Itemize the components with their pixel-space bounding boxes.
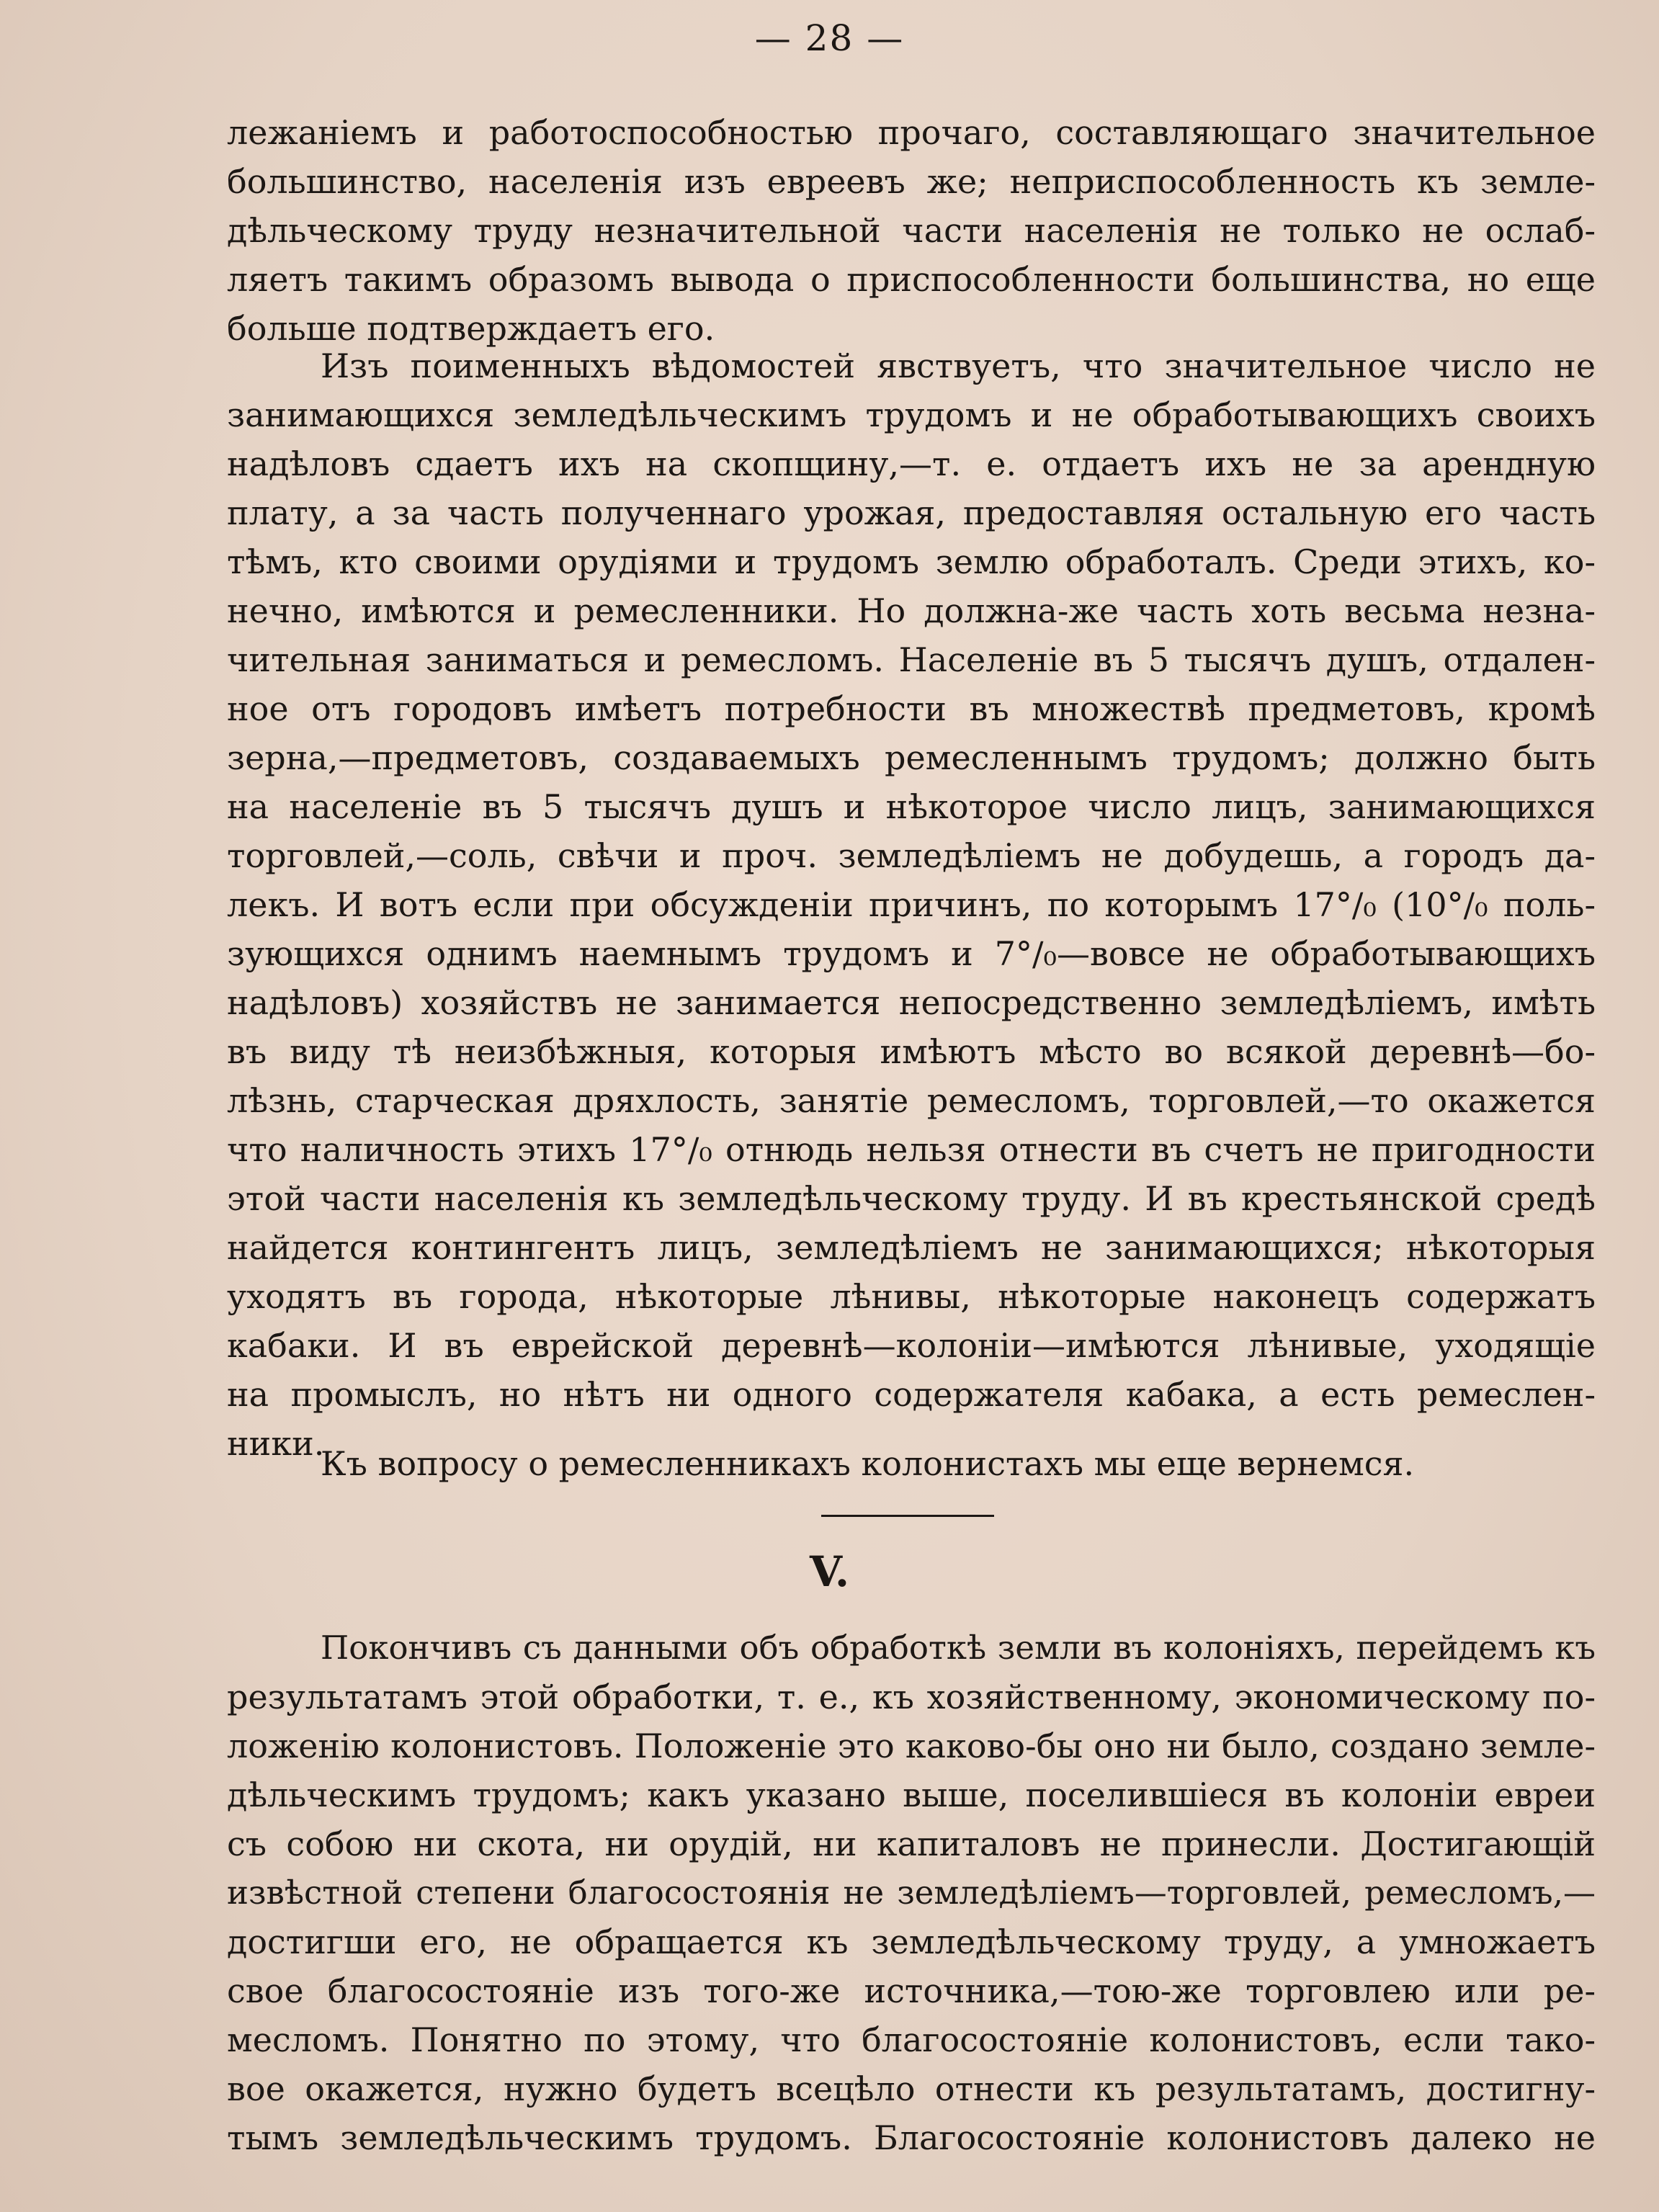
text-line: извѣстной степени благосостоянія не земледѣліемъ—торговлей, ремесломъ,— [227, 1873, 1596, 1912]
text-line: найдется контингентъ лицъ, земледѣліемъ не занимающихся; нѣкоторыя [227, 1228, 1596, 1267]
text-line: на населеніе въ 5 тысячъ душъ и нѣкоторое число лицъ, занимающихся [227, 787, 1596, 826]
text-line: зерна,—предметовъ, создаваемыхъ ремесленнымъ трудомъ; должно быть [227, 738, 1596, 777]
text-line: съ собою ни скота, ни орудій, ни капиталовъ не принесли. Достигающій [227, 1824, 1596, 1863]
paragraph-2 [227, 341, 1596, 1468]
text-line: достигши его, не обращается къ земледѣльческому труду, а умножаетъ [227, 1922, 1596, 1961]
text-line: зующихся однимъ наемнымъ трудомъ и 7°/₀—вовсе не обработывающихъ [227, 934, 1596, 973]
text-line: лежаніемъ и работоспособностью прочаго, составляющаго значительное [227, 113, 1596, 152]
text-line: занимающихся земледѣльческимъ трудомъ и не обработывающихъ своихъ [227, 395, 1596, 434]
text-line: больше подтверждаетъ его. [227, 309, 715, 348]
text-line: ники. [227, 1424, 325, 1463]
text-line: кабаки. И въ еврейской деревнѣ—колоніи—имѣются лѣнивые, уходящіе [227, 1326, 1596, 1365]
text-line: дѣльческимъ трудомъ; какъ указано выше, поселившіеся въ колоніи евреи [227, 1776, 1596, 1814]
text-line: чительная заниматься и ремесломъ. Населеніе въ 5 тысячъ душъ, отдален- [227, 640, 1596, 679]
text-line: свое благосостояніе изъ того-же источника,—тою-же торговлею или ре- [227, 1971, 1596, 2010]
paragraph-3 [227, 1439, 1596, 1488]
text-line: дѣльческому труду незначительной части населенія не только не ослаб- [227, 211, 1596, 250]
text-line: тымъ земледѣльческимъ трудомъ. Благосостояніе колонистовъ далеко не [227, 2118, 1596, 2157]
text-line: торговлей,—соль, свѣчи и проч. земледѣліемъ не добудешь, а городъ да- [227, 836, 1596, 875]
text-line: большинство, населенія изъ евреевъ же; неприспособленность къ земле- [227, 162, 1596, 201]
section-heading: V. [809, 1547, 850, 1596]
text-line: месломъ. Понятно по этому, что благосостояніе колонистовъ, если тако- [227, 2020, 1596, 2059]
text-line: вое окажется, нужно будетъ всецѣло отнести къ результатамъ, достигну- [227, 2069, 1596, 2108]
text-line: этой части населенія къ земледѣльческому труду. И въ крестьянской средѣ [227, 1179, 1596, 1218]
text-line: ложенію колонистовъ. Положеніе это каково-бы оно ни было, создано земле- [227, 1727, 1596, 1765]
text-line: лѣзнь, старческая дряхлость, занятіе ремесломъ, торговлей,—то окажется [227, 1081, 1596, 1120]
text-line: тѣмъ, кто своими орудіями и трудомъ землю обработалъ. Среди этихъ, ко- [227, 542, 1596, 581]
section-divider [821, 1515, 994, 1517]
text-line: надѣловъ) хозяйствъ не занимается непосредственно земледѣліемъ, имѣть [227, 983, 1596, 1022]
text-line: Къ вопросу о ремесленникахъ колонистахъ мы еще вернемся. [321, 1444, 1415, 1483]
text-line: что наличность этихъ 17°/₀ отнюдь нельзя отнести въ счетъ не пригодности [227, 1130, 1596, 1169]
text-line: нечно, имѣются и ремесленники. Но должна-же часть хоть весьма незна- [227, 591, 1596, 630]
text-line: уходятъ въ города, нѣкоторые лѣнивы, нѣкоторые наконецъ содержатъ [227, 1277, 1596, 1316]
paragraph-4 [227, 1624, 1596, 2162]
text-line: плату, а за часть полученнаго урожая, предоставляя остальную его часть [227, 493, 1596, 532]
text-line: Покончивъ съ данными объ обработкѣ земли въ колоніяхъ, перейдемъ къ [321, 1629, 1596, 1667]
text-line: результатамъ этой обработки, т. е., къ хозяйственному, экономическому по- [227, 1678, 1596, 1716]
text-line: надѣловъ сдаетъ ихъ на скопщину,—т. е. отдаетъ ихъ не за арендную [227, 444, 1596, 483]
text-line: Изъ поименныхъ вѣдомостей явствуетъ, что значительное число не [321, 346, 1596, 385]
paragraph-1 [227, 108, 1596, 353]
page-number: — 28 — [754, 17, 905, 59]
text-line: ное отъ городовъ имѣетъ потребности въ множествѣ предметовъ, кромѣ [227, 689, 1596, 728]
text-line: на промыслъ, но нѣтъ ни одного содержателя кабака, а есть ремеслен- [227, 1375, 1596, 1414]
text-line: ляетъ такимъ образомъ вывода о приспособленности большинства, но еще [227, 260, 1596, 299]
text-line: лекъ. И вотъ если при обсужденіи причинъ, по которымъ 17°/₀ (10°/₀ поль- [227, 885, 1596, 924]
text-line: въ виду тѣ неизбѣжныя, которыя имѣютъ мѣсто во всякой деревнѣ—бо- [227, 1032, 1596, 1071]
